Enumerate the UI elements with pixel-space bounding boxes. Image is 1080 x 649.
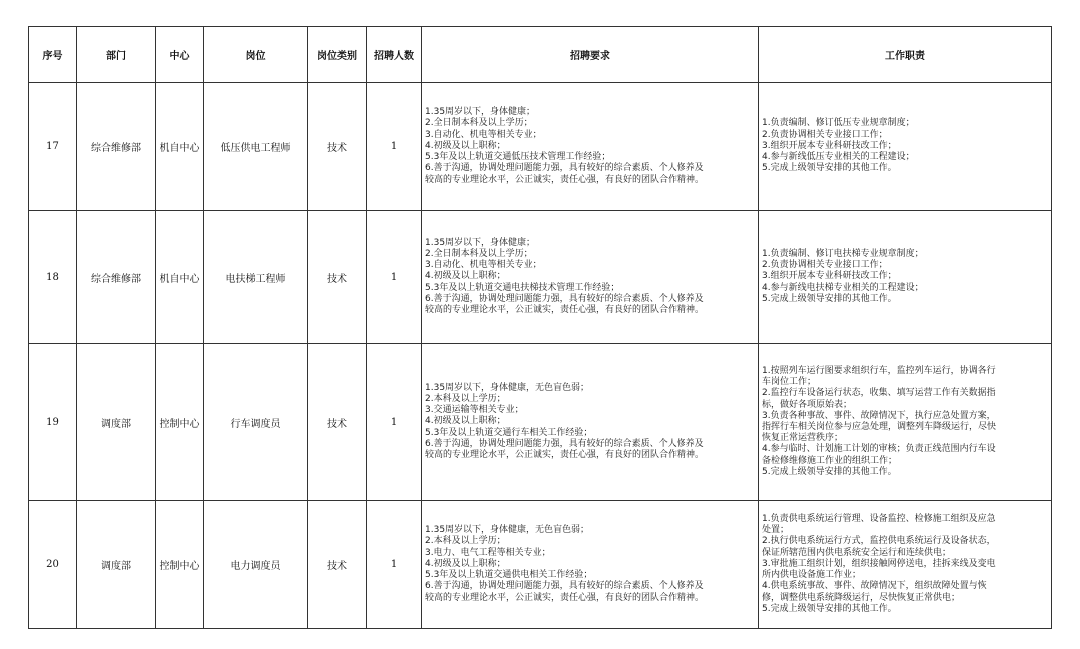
duty-line: 3.负责各种事故、事件、故障情况下，执行应急处置方案， — [762, 410, 996, 421]
duty-line: 3.组织开展本专业科研技改工作； — [762, 271, 897, 282]
requirement-line: 2.本科及以上学历； — [425, 536, 506, 547]
requirement-line: 4.初级及以上职称； — [425, 416, 506, 427]
duty-line: 5.完成上级领导安排的其他工作。 — [762, 293, 897, 304]
requirement-line: 2.全日制本科及以上学历； — [425, 248, 533, 259]
cell-center: 控制中心 — [156, 501, 204, 629]
requirement-line: 1.35周岁以下，身体健康，无色盲色弱； — [425, 382, 590, 393]
cell-dept: 综合维修部 — [77, 211, 156, 344]
requirement-line: 2.本科及以上学历； — [425, 393, 506, 404]
duty-line: 3.审批施工组织计划，组织接触网停送电，挂拆来线及变电 — [762, 558, 996, 569]
table-row — [29, 83, 1052, 211]
cell-post: 低压供电工程师 — [204, 83, 308, 211]
duties-list — [762, 118, 1049, 174]
requirement-line: 6.善于沟通，协调处理问题能力强，具有较好的综合素质、个人修养及 — [425, 293, 704, 304]
cell-duties — [759, 344, 1052, 501]
requirements-list — [425, 238, 756, 316]
cell-no: 18 — [29, 211, 77, 344]
duty-line: 4.参与临时、计划施工计划的审核；负责正线范围内行车设 — [762, 444, 996, 455]
cell-center: 机自中心 — [156, 83, 204, 211]
header-center: 中心 — [156, 27, 204, 83]
cell-no: 19 — [29, 344, 77, 501]
requirement-line: 较高的专业理论水平，公正诚实，责任心强，有良好的团队合作精神。 — [425, 450, 705, 460]
requirement-line: 4.初级及以上职称； — [425, 140, 506, 151]
duty-line: 保证所辖范围内供电系统安全运行和连续供电； — [762, 547, 952, 558]
requirement-line: 5.3年及以上轨道交通电扶梯技术管理工作经验； — [425, 282, 620, 293]
duty-line: 2.负责协调相关专业接口工作； — [762, 260, 888, 271]
header-row — [29, 27, 1052, 83]
requirement-line: 2.全日制本科及以上学历； — [425, 118, 533, 129]
requirement-line: 1.35周岁以下，身体健康； — [425, 107, 536, 118]
cell-count: 1 — [367, 501, 422, 629]
duty-line: 4.供电系统事故、事件、故障情况下，组织故障处置与恢 — [762, 581, 987, 592]
cell-duties — [759, 211, 1052, 344]
duty-line: 恢复正常运营秩序； — [762, 433, 844, 444]
header-count: 招聘人数 — [367, 27, 422, 83]
cell-requirements — [422, 344, 759, 501]
cell-requirements — [422, 211, 759, 344]
duty-line: 1.按照列车运行图要求组织行车，监控列车运行，协调各行 — [762, 365, 996, 376]
cell-dept: 调度部 — [77, 344, 156, 501]
requirement-line: 1.35周岁以下，身体健康，无色盲色弱； — [425, 525, 590, 536]
header-requirements: 招聘要求 — [422, 27, 759, 83]
duty-line: 4.参与新线低压专业相关的工程建设； — [762, 152, 915, 163]
cell-center: 控制中心 — [156, 344, 204, 501]
recruitment-table-sheet — [28, 26, 1052, 629]
requirement-line: 5.3年及以上轨道交通低压技术管理工作经验； — [425, 152, 611, 163]
requirement-line: 3.电力、电气工程等相关专业； — [425, 547, 551, 558]
cell-no: 20 — [29, 501, 77, 629]
requirement-line: 5.3年及以上轨道交通供电相关工作经验； — [425, 570, 593, 581]
duties-list — [762, 514, 1049, 615]
duty-line: 指挥行车相关岗位参与应急处理，调整列车降级运行，尽快 — [762, 422, 997, 432]
recruitment-table — [28, 26, 1052, 629]
duty-line: 备检修维修施工作业的组织工作； — [762, 455, 898, 466]
requirement-line: 较高的专业理论水平，公正诚实，责任心强，有良好的团队合作精神。 — [425, 174, 705, 185]
requirement-line: 6.善于沟通，协调处理问题能力强，具有较好的综合素质、个人修养及 — [425, 163, 704, 174]
duty-line: 1.负责编制、修订电扶梯专业规章制度； — [762, 248, 924, 259]
cell-category: 技术 — [308, 211, 367, 344]
requirement-line: 1.35周岁以下，身体健康； — [425, 237, 536, 248]
duty-line: 2.负责协调相关专业接口工作； — [762, 129, 888, 140]
requirement-line: 4.初级及以上职称； — [425, 558, 506, 569]
duty-line: 2.执行供电系统运行方式，监控供电系统运行及设备状态， — [762, 536, 996, 547]
requirement-line: 5.3年及以上轨道交通行车相关工作经验； — [425, 427, 593, 438]
cell-dept: 调度部 — [77, 501, 156, 629]
requirement-line: 6.善于沟通，协调处理问题能力强，具有较好的综合素质、个人修养及 — [425, 438, 704, 449]
header-duties: 工作职责 — [759, 27, 1052, 83]
duties-list — [762, 366, 1049, 478]
cell-duties — [759, 83, 1052, 211]
requirements-list — [425, 525, 756, 603]
cell-category: 技术 — [308, 501, 367, 629]
header-no: 序号 — [29, 27, 77, 83]
duty-line: 修，调整供电系统降级运行，尽快恢复正常供电； — [762, 592, 961, 603]
duties-list — [762, 249, 1049, 305]
cell-dept: 综合维修部 — [77, 83, 156, 211]
duty-line: 处置； — [762, 525, 790, 536]
header-post: 岗位 — [204, 27, 308, 83]
duty-line: 车岗位工作； — [762, 377, 817, 388]
requirement-line: 3.自动化、机电等相关专业； — [425, 129, 542, 140]
duty-line: 4.参与新线电扶梯专业相关的工程建设； — [762, 282, 924, 293]
cell-category: 技术 — [308, 83, 367, 211]
requirement-line: 较高的专业理论水平，公正诚实，责任心强，有良好的团队合作精神。 — [425, 592, 705, 603]
duty-line: 5.完成上级领导安排的其他工作。 — [762, 466, 897, 477]
header-dept: 部门 — [77, 27, 156, 83]
duty-line: 标，做好各项原始表； — [762, 399, 853, 410]
table-row — [29, 501, 1052, 629]
cell-post: 电扶梯工程师 — [204, 211, 308, 344]
duty-line: 2.监控行车设备运行状态，收集、填写运营工作有关数据指 — [762, 388, 996, 399]
cell-count: 1 — [367, 83, 422, 211]
cell-post: 电力调度员 — [204, 501, 308, 629]
cell-count: 1 — [367, 344, 422, 501]
cell-center: 机自中心 — [156, 211, 204, 344]
header-category: 岗位类别 — [308, 27, 367, 83]
table-row — [29, 211, 1052, 344]
cell-category: 技术 — [308, 344, 367, 501]
requirements-list — [425, 107, 756, 185]
cell-no: 17 — [29, 83, 77, 211]
cell-count: 1 — [367, 211, 422, 344]
duty-line: 5.完成上级领导安排的其他工作。 — [762, 163, 897, 174]
cell-post: 行车调度员 — [204, 344, 308, 501]
table-body — [29, 83, 1052, 629]
duty-line: 所内供电设备施工作业； — [762, 570, 862, 581]
requirement-line: 3.自动化、机电等相关专业； — [425, 260, 542, 271]
cell-duties — [759, 501, 1052, 629]
cell-requirements — [422, 501, 759, 629]
requirement-line: 4.初级及以上职称； — [425, 271, 506, 282]
duty-line: 3.组织开展本专业科研技改工作； — [762, 140, 897, 151]
requirements-list — [425, 383, 756, 461]
duty-line: 1.负责编制、修订低压专业规章制度； — [762, 118, 915, 129]
duty-line: 1.负责供电系统运行管理、设备监控、检修施工组织及应急 — [762, 514, 996, 525]
duty-line: 5.完成上级领导安排的其他工作。 — [762, 603, 897, 614]
cell-requirements — [422, 83, 759, 211]
table-row — [29, 344, 1052, 501]
requirement-line: 较高的专业理论水平，公正诚实，责任心强，有良好的团队合作精神。 — [425, 305, 705, 315]
requirement-line: 3.交通运输等相关专业； — [425, 405, 524, 416]
requirement-line: 6.善于沟通，协调处理问题能力强，具有较好的综合素质、个人修养及 — [425, 581, 704, 592]
